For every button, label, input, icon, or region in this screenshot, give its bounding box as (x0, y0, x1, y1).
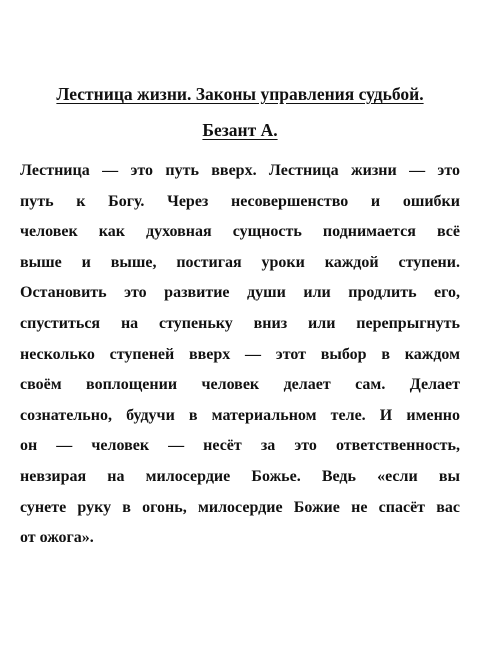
body-line: Остановить это развитие души или продлить его, (20, 284, 460, 302)
body-line: Лестница — это путь вверх. Лестница жизни — это (20, 162, 460, 179)
body-line: своём воплощении человек делает сам. Делает (20, 376, 460, 394)
body-line: спуститься на ступеньку вниз или перепрыгнуть (20, 314, 460, 332)
document-body (20, 156, 460, 554)
body-line: от ожога». (20, 529, 94, 547)
body-line: человек как духовная сущность поднимается всё (20, 223, 460, 241)
body-line: путь к Богу. Через несовершенство и ошибки (20, 192, 460, 210)
body-line: невзирая на милосердие Божье. Ведь «если вы (20, 467, 460, 485)
document-title: Лестница жизни. Законы управления судьбой. (56, 84, 424, 104)
document-author: Безант А. (202, 120, 278, 140)
body-line: он — человек — несёт за это ответственность, (20, 437, 460, 455)
body-line: сунете руку в огонь, милосердие Божие не спасёт вас (20, 498, 460, 516)
body-line: несколько ступеней вверх — этот выбор в каждом (20, 345, 460, 363)
body-line: сознательно, будучи в материальном теле. И именно (20, 406, 460, 424)
body-line: выше и выше, постигая уроки каждой ступени. (20, 253, 460, 271)
